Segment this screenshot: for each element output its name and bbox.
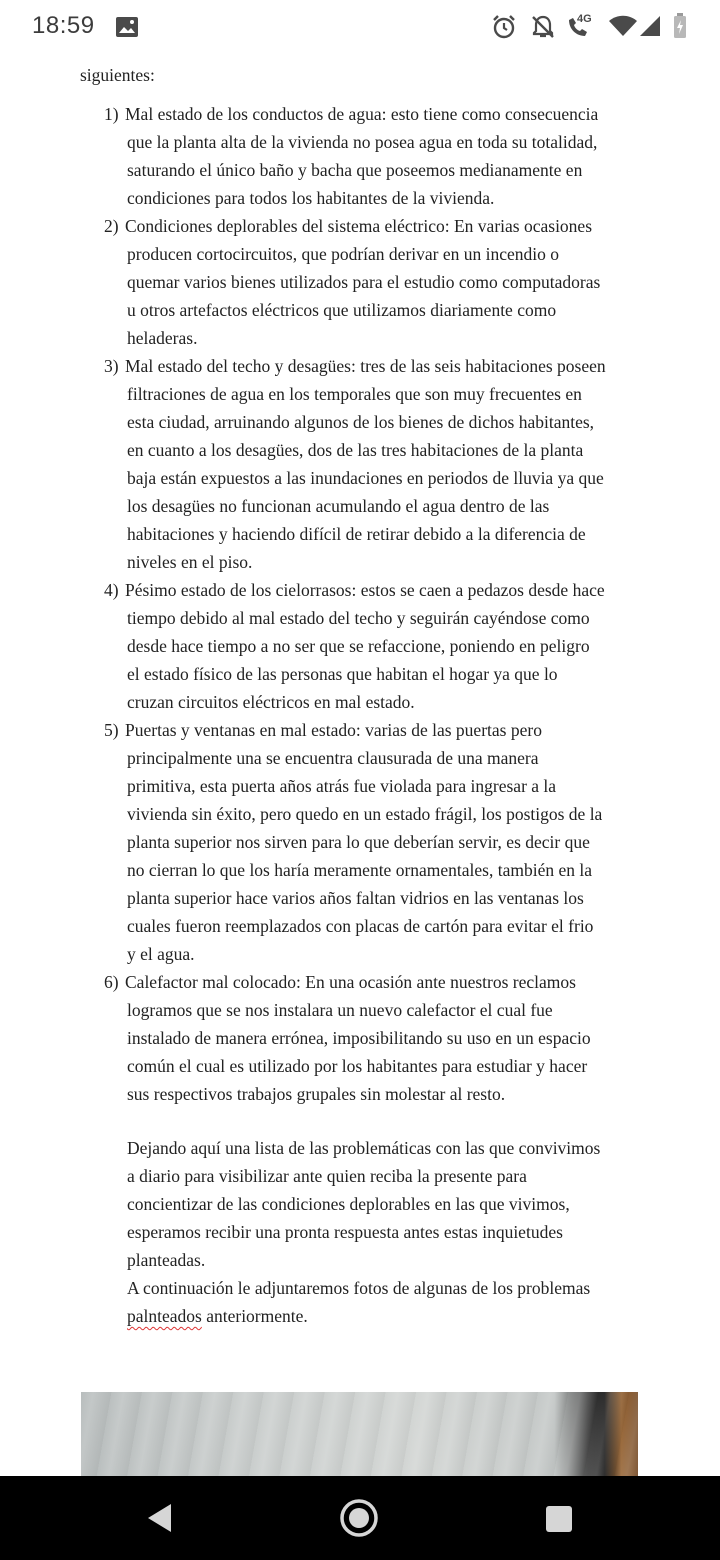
list-item-line: desde hace tiempo a no ser que se refaccione, poniendo en peligro: [127, 636, 590, 656]
list-item-line: niveles en el piso.: [127, 552, 253, 572]
list-item-line: Puertas y ventanas en mal estado: varias de las puertas pero: [125, 720, 542, 740]
list-item-number: 5): [104, 720, 119, 740]
list-item-number: 1): [104, 104, 119, 124]
list-item-line: los desagües no funcionan acumulando el agua dentro de las: [127, 496, 550, 516]
list-item-line: Pésimo estado de los cielorrasos: estos se caen a pedazos desde hace: [125, 580, 605, 600]
list-item-line: y el agua.: [127, 944, 195, 964]
list-item-line: sus respectivos trabajos grupales sin molestar al resto.: [127, 1084, 506, 1104]
home-button[interactable]: [339, 1498, 379, 1538]
closing-line: concientizar de las condiciones deplorables en las que vivimos,: [127, 1194, 570, 1214]
misspelled-word[interactable]: palnteados: [127, 1306, 202, 1326]
alarm-icon: [491, 14, 517, 40]
notifications-off-icon: [530, 14, 556, 40]
list-item-line: heladeras.: [127, 328, 198, 348]
wifi-icon: [608, 15, 638, 37]
list-item-line: logramos que se nos instalara un nuevo calefactor el cual fue: [127, 1000, 553, 1020]
list-item-line: planta superior nos sirven para lo que deberían servir, es decir que: [127, 832, 590, 852]
list-item-line: vivienda sin éxito, pero quedo en un estado frágil, los postigos de la: [127, 804, 603, 824]
list-item-line: planta superior hace varios años faltan vidrios en las ventanas los: [127, 888, 584, 908]
list-item-line: no cierran lo que los haría meramente ornamentales, también en la: [127, 860, 593, 880]
list-item-line: Mal estado de los conductos de agua: esto tiene como consecuencia: [125, 104, 599, 124]
status-bar: [0, 0, 720, 54]
battery-icon: [673, 13, 687, 39]
list-item-line: Mal estado del techo y desagües: tres de las seis habitaciones poseen: [125, 356, 606, 376]
list-item-line: cruzan circuitos eléctricos en mal estado.: [127, 692, 415, 712]
list-item-line: producen cortocircuitos, que podrían derivar en un incendio o: [127, 244, 560, 264]
closing-line: planteadas.: [127, 1250, 206, 1270]
photo-texture: [81, 1392, 638, 1476]
list-item-line: principalmente una se encuentra clausurada de una manera: [127, 748, 539, 768]
list-item-line: Calefactor mal colocado: En una ocasión ante nuestros reclamos: [125, 972, 576, 992]
list-item-line: que la planta alta de la vivienda no posea agua en toda su totalidad,: [127, 132, 598, 152]
recents-button[interactable]: [545, 1505, 573, 1533]
lead-text: siguientes:: [80, 65, 155, 85]
closing-line: Dejando aquí una lista de las problemáticas con las que convivimos: [127, 1138, 601, 1158]
list-item-line: común el cual es utilizado por los habitantes para estudiar y hacer: [127, 1056, 588, 1076]
status-time: 18:59: [32, 12, 95, 39]
back-button[interactable]: [145, 1502, 173, 1534]
closing-last-line-rest: anteriormente.: [201, 1306, 308, 1326]
list-item-line: tiempo debido al mal estado del techo y seguirán cayéndose como: [127, 608, 590, 628]
list-item-number: 6): [104, 972, 119, 992]
list-item-line: en cuanto a los desagües, dos de las tres habitaciones de la planta: [127, 440, 584, 460]
navigation-bar: [0, 1476, 720, 1560]
list-item-line: filtraciones de agua en los temporales que son muy frecuentes en: [127, 384, 582, 404]
list-item-line: habitaciones y haciendo difícil de retirar debido a la diferencia de: [127, 524, 586, 544]
list-item-line: saturando el único baño y bacha que poseemos medianamente en: [127, 160, 583, 180]
list-item-line: instalado de manera errónea, imposibilitando su uso en un espacio: [127, 1028, 591, 1048]
list-item-line: quemar varios bienes utilizados para el estudio como computadoras: [127, 272, 601, 292]
list-item-line: esta ciudad, arruinando algunos de los bienes de dichos habitantes,: [127, 412, 595, 432]
closing-line: A continuación le adjuntaremos fotos de algunas de los problemas: [127, 1278, 591, 1298]
list-item-line: u otros artefactos eléctricos que utilizamos diariamente como: [127, 300, 557, 320]
list-item-line: condiciones para todos los habitantes de la vivienda.: [127, 188, 495, 208]
attached-photo[interactable]: [81, 1392, 638, 1476]
image-icon: [115, 16, 139, 38]
closing-line: a diario para visibilizar ante quien reciba la presente para: [127, 1166, 527, 1186]
list-item-number: 2): [104, 216, 119, 236]
closing-paragraph: [127, 1134, 647, 1330]
signal-icon: [639, 15, 661, 37]
list-item-line: baja están expuestos a las inundaciones en periodos de lluvia ya que: [127, 468, 604, 488]
list-item-number: 3): [104, 356, 119, 376]
closing-last-line: [127, 1302, 647, 1330]
list-item-number: 4): [104, 580, 119, 600]
list-item-line: primitiva, esta puerta años atrás fue violada para ingresar a la: [127, 776, 557, 796]
document-view[interactable]: [0, 54, 720, 1476]
closing-line: esperamos recibir una pronta respuesta antes estas inquietudes: [127, 1222, 563, 1242]
list-item-line: Condiciones deplorables del sistema eléctrico: En varias ocasiones: [125, 216, 593, 236]
list-item-line: el estado físico de las personas que habitan el hogar ya que lo: [127, 664, 558, 684]
list-item-line: cuales fueron reemplazados con placas de cartón para evitar el frio: [127, 916, 594, 936]
network-type-label: 4G: [577, 13, 592, 25]
